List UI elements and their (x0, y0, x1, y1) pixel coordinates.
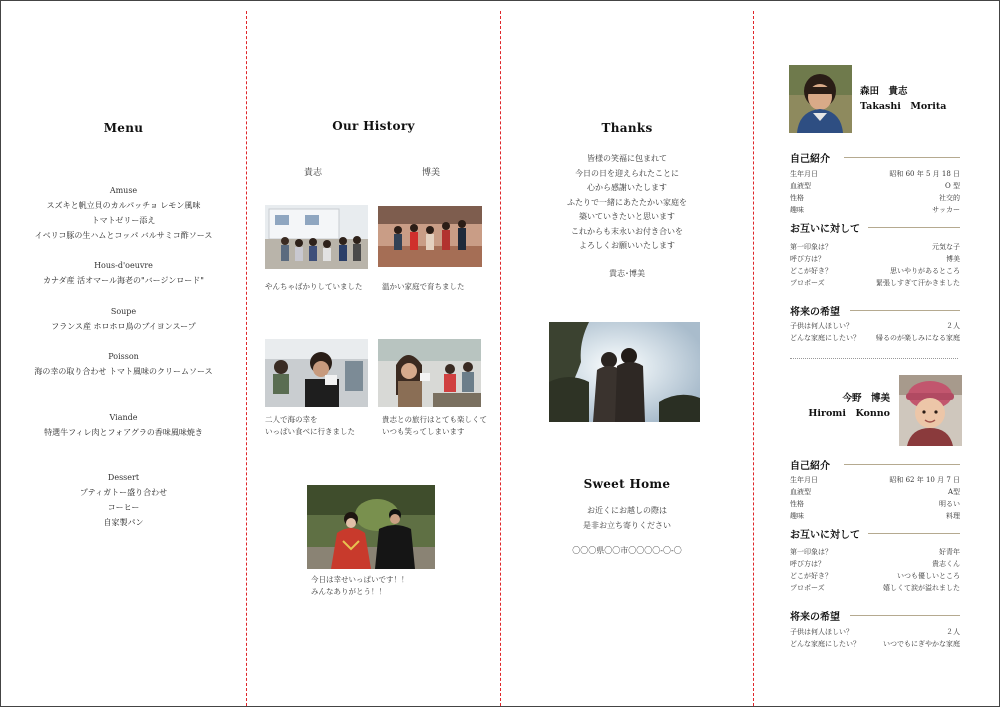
row-value: いつも優しいところ (897, 572, 960, 580)
row-value: 昭和 60 年 5 月 18 日 (889, 170, 960, 178)
caption (265, 414, 355, 438)
bride-mutual-row (790, 571, 960, 582)
row-value: 元気な子 (932, 243, 960, 251)
thanks-line: ふたりで一緒にあたたかい家庭を (567, 197, 687, 207)
course-name: Soupe (110, 307, 137, 316)
thanks-line: 今日の日を迎えられたことに (575, 168, 679, 178)
groom-eating-photo (265, 339, 368, 407)
menu-title: Menu (103, 121, 144, 135)
dish: 特選牛フィレ肉とフォアグラの香味風味焼き (44, 428, 203, 437)
groom-intro-row (790, 193, 960, 204)
groom-future-title: 将来の希望 (790, 307, 840, 318)
row-value: 嬉しくて涙が溢れました (883, 584, 960, 592)
groom-intro-row (790, 181, 960, 192)
bride-name-jp: 今野 博美 (842, 393, 890, 404)
row-value: サッカー (932, 206, 960, 214)
groom-name-jp: 森田 貴志 (860, 86, 908, 97)
menu-course-hors-doeuvre (1, 258, 246, 288)
menu-course-soupe (1, 304, 246, 334)
course-name: Poisson (108, 352, 139, 361)
dish: 自家製パン (103, 518, 144, 527)
caption-line: 今日は幸せいっぱいです！！ (311, 575, 409, 584)
row-label: 趣味 (790, 206, 804, 214)
row-value: 料理 (946, 512, 960, 520)
section-rule (844, 464, 960, 465)
course-name: Viande (109, 413, 138, 422)
menu-course-dessert (1, 470, 246, 530)
thanks-line: 皆様の笑福に包まれて (587, 154, 667, 163)
dish: フランス産 ホロホロ鳥のブイヨンスープ (51, 322, 196, 331)
thanks-line: 築いていきたいと思います (579, 212, 675, 221)
section-rule (850, 310, 960, 311)
home-line: お近くにお越しの際は (587, 506, 667, 515)
caption-line: 二人で海の幸を (265, 415, 318, 424)
bride-trip-photo (378, 339, 481, 407)
groom-intro-title: 自己紹介 (790, 154, 830, 165)
bride-portrait (899, 375, 962, 446)
bride-intro-row (790, 511, 960, 522)
row-value: 貴志くん (932, 560, 960, 568)
row-value: 緊張しすぎて汗かきました (876, 279, 960, 287)
bride-mutual-row (790, 583, 960, 594)
bride-mutual-title: お互いに対して (790, 530, 860, 541)
caption (311, 574, 409, 598)
menu-course-viande (1, 410, 246, 440)
thanks-panel (501, 1, 753, 706)
dish: スズキと帆立貝のカルパッチョ レモン風味 (46, 201, 201, 210)
home-title: Sweet Home (583, 477, 671, 491)
course-name: Amuse (109, 186, 138, 195)
thanks-signature: 貴志･博美 (609, 269, 645, 278)
dish: コーヒー (107, 503, 140, 512)
groom-mutual-row (790, 242, 960, 253)
menu-course-poisson (1, 349, 246, 379)
dish: イベリコ豚の生ハムとコッパ バルサミコ酢ソース (34, 231, 213, 240)
profile-panel (754, 1, 999, 706)
bride-intro-row (790, 487, 960, 498)
couple-photo (549, 322, 700, 422)
groom-mutual-row (790, 278, 960, 289)
row-label: どこが好き？ (790, 267, 832, 275)
home-address: 〇〇〇県〇〇市〇〇〇〇-〇-〇 (572, 546, 682, 555)
bride-childhood-photo (378, 206, 482, 267)
bride-label: 博美 (422, 168, 441, 178)
groom-future-row (790, 333, 960, 344)
groom-intro-row (790, 169, 960, 180)
groom-name-en: Takashi Morita (860, 101, 947, 112)
bride-mutual-row (790, 559, 960, 570)
groom-name (860, 84, 946, 114)
course-name: Hous-d'oeuvre (94, 261, 153, 270)
bride-future-row (790, 639, 960, 650)
home-message (501, 504, 753, 533)
menu-course-amuse (1, 183, 246, 243)
row-value: 帰るのが楽しみになる家庭 (876, 334, 960, 342)
caption-line: みんなありがとう！！ (311, 587, 386, 596)
row-label: プロポーズ (790, 279, 825, 287)
groom-label: 貴志 (304, 168, 323, 178)
row-label: 血液型 (790, 488, 811, 496)
wedding-photo (307, 485, 435, 569)
dish: トマトゼリー添え (91, 216, 156, 225)
thanks-title: Thanks (601, 121, 653, 135)
groom-future-row (790, 321, 960, 332)
row-label: どんな家庭にしたい？ (790, 640, 860, 648)
caption-line: 貴志との旅行はとても楽しくて (382, 415, 487, 424)
groom-mutual-title: お互いに対して (790, 224, 860, 235)
course-name: Dessert (107, 473, 140, 482)
menu-panel (1, 1, 246, 706)
groom-childhood-photo (265, 205, 368, 269)
row-label: 血液型 (790, 182, 811, 190)
groom-mutual-row (790, 254, 960, 265)
row-value: 思いやりがあるところ (890, 267, 960, 275)
bride-name (806, 391, 890, 421)
groom-portrait (789, 65, 852, 133)
row-value: 明るい (939, 500, 960, 508)
row-label: 生年月日 (790, 476, 818, 484)
caption: 温かい家庭で育ちました (382, 282, 465, 291)
row-label: 第一印象は？ (790, 243, 832, 251)
section-rule (868, 533, 960, 534)
row-value: 昭和 62 年 10 月 7 日 (889, 476, 960, 484)
row-value: 好青年 (939, 548, 960, 556)
row-value: A型 (947, 488, 960, 496)
row-label: 生年月日 (790, 170, 818, 178)
row-label: 呼び方は？ (790, 255, 825, 263)
section-rule (844, 157, 960, 158)
bride-name-en: Hiromi Konno (808, 408, 890, 419)
profile-divider (790, 358, 958, 359)
dish: カナダ産 活オマール海老の"バージンロード" (43, 276, 204, 285)
row-label: 第一印象は？ (790, 548, 832, 556)
row-label: 子供は何人ほしい？ (790, 322, 853, 330)
row-label: 性格 (790, 194, 804, 202)
groom-intro-row (790, 205, 960, 216)
thanks-line: よろしくお願いいたします (579, 241, 675, 250)
caption: やんちゃばかりしていました (265, 282, 363, 291)
row-value: O 型 (945, 182, 960, 190)
caption-line: いっぱい食べに行きました (265, 427, 355, 436)
section-rule (868, 227, 960, 228)
row-label: どこが好き？ (790, 572, 832, 580)
row-label: 子供は何人ほしい？ (790, 628, 853, 636)
row-value: いつでもにぎやかな家庭 (883, 640, 960, 648)
row-label: 趣味 (790, 512, 804, 520)
groom-mutual-row (790, 266, 960, 277)
bride-future-row (790, 627, 960, 638)
row-value: 社交的 (939, 194, 960, 202)
caption-line: いつも笑ってしまいます (382, 427, 465, 436)
bride-intro-title: 自己紹介 (790, 461, 830, 472)
bride-future-title: 将来の希望 (790, 612, 840, 623)
thanks-line: これからも末永いお付き合いを (571, 226, 683, 236)
thanks-line: 心から感謝いたします (587, 183, 667, 192)
caption (382, 414, 487, 438)
dish: 海の幸の取り合わせ トマト風味のクリームソース (34, 367, 213, 376)
history-title: Our History (332, 119, 415, 133)
row-label: 性格 (790, 500, 804, 508)
dish: プティガトー盛り合わせ (79, 488, 168, 497)
row-value: ２人 (946, 628, 960, 636)
row-value: 博美 (946, 255, 960, 263)
thanks-message (501, 152, 753, 254)
row-value: ２人 (946, 322, 960, 330)
bride-intro-row (790, 475, 960, 486)
row-label: どんな家庭にしたい？ (790, 334, 860, 342)
row-label: 呼び方は？ (790, 560, 825, 568)
row-label: プロポーズ (790, 584, 825, 592)
history-panel (247, 1, 500, 706)
bride-intro-row (790, 499, 960, 510)
section-rule (850, 615, 960, 616)
home-line: 是非お立ち寄りください (583, 520, 671, 530)
bride-mutual-row (790, 547, 960, 558)
